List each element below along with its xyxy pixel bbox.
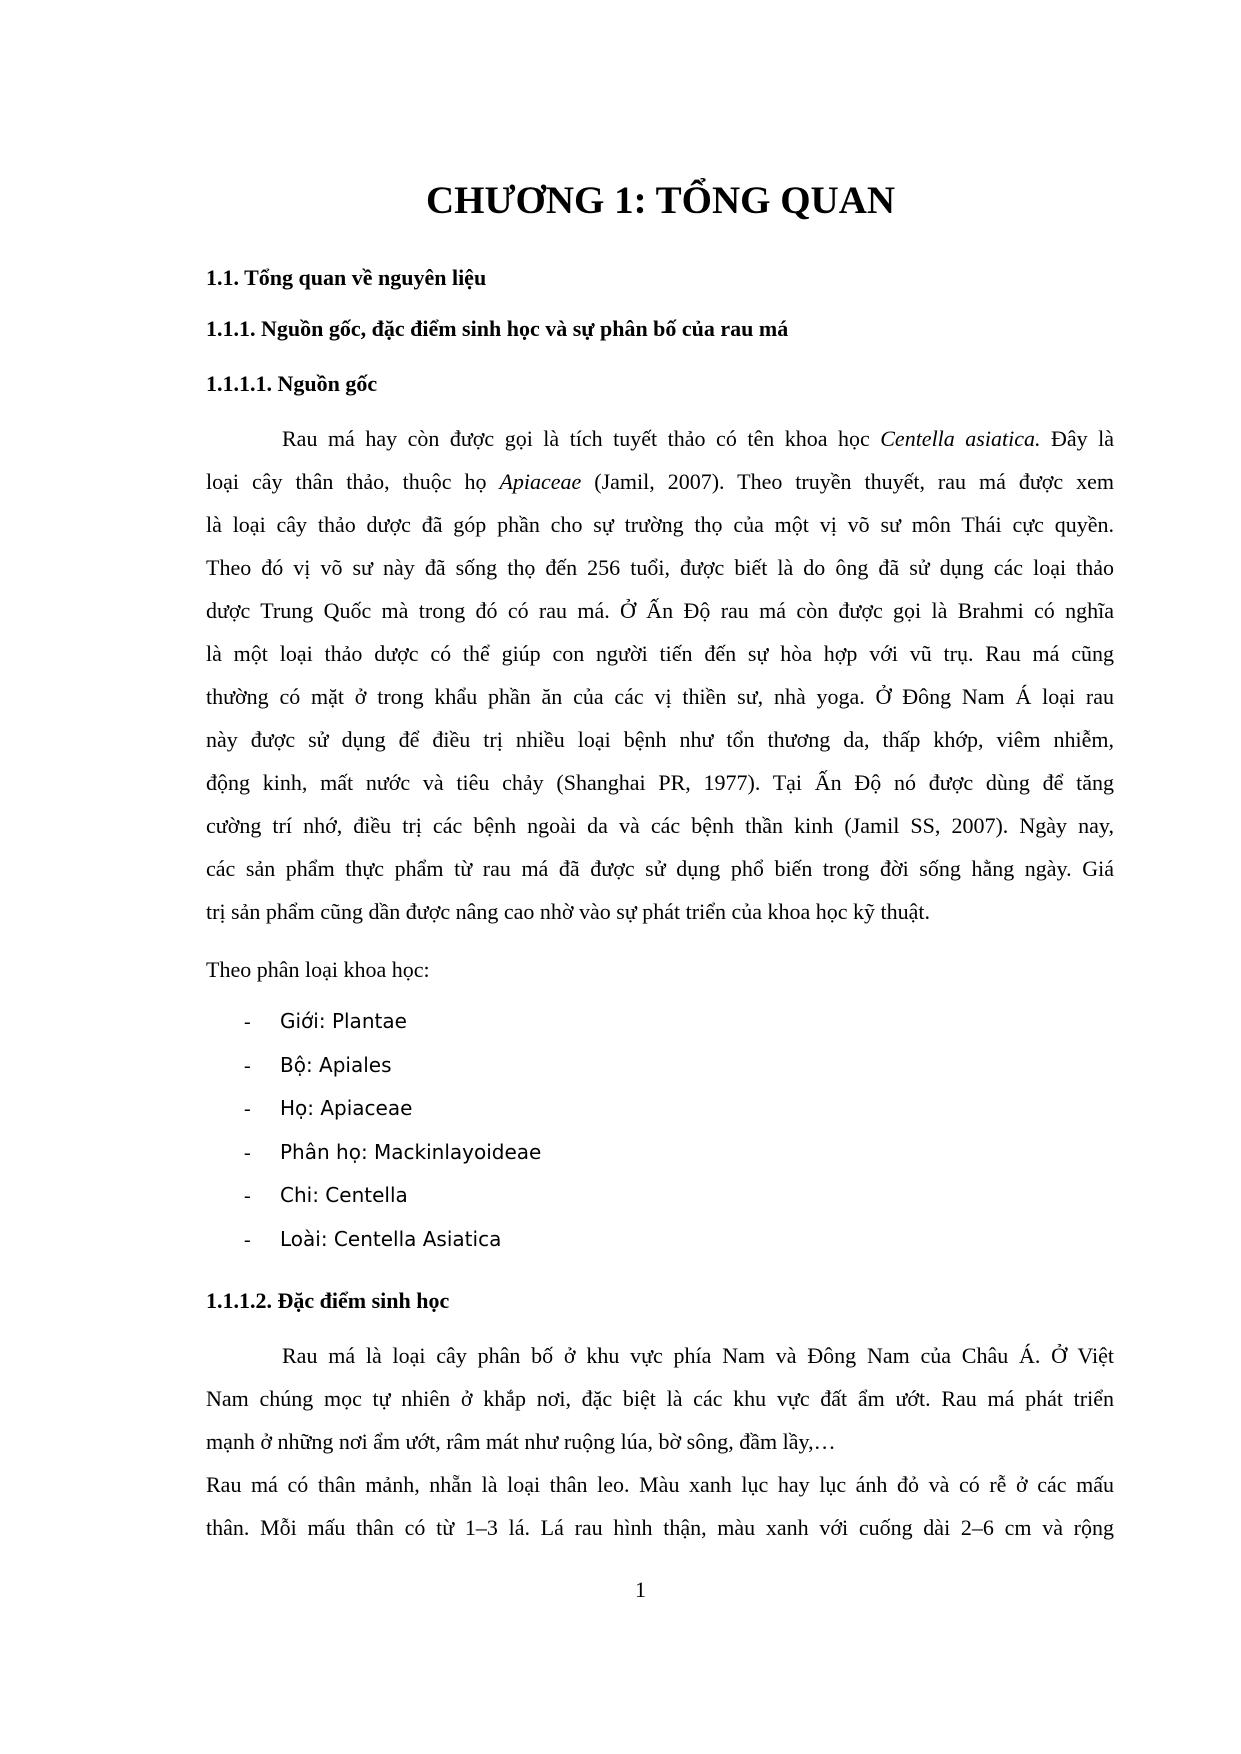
paragraph-line: Rau má là loại cây phân bố ở khu vực phía Nam và Đông Nam của Châu Á. Ở Việt bbox=[282, 1343, 1114, 1368]
paragraph-line: động kinh, mất nước và tiêu chảy (Shanghai PR, 1977). Tại Ấn Độ nó được dùng để tăng bbox=[206, 770, 1114, 795]
paragraph-line: trị sản phẩm cũng dần được nâng cao nhờ vào sự phát triển của khoa học kỹ thuật. bbox=[206, 899, 931, 924]
section-heading-1-1-1: 1.1.1. Nguồn gốc, đặc điểm sinh học và sự phân bố của rau má bbox=[206, 316, 789, 341]
paragraph-line: Nam chúng mọc tự nhiên ở khắp nơi, đặc biệt là các khu vực đất ẩm ướt. Rau má phát triển bbox=[206, 1386, 1114, 1411]
paragraph-line: dược Trung Quốc mà trong đó có rau má. Ở Ấn Độ rau má còn được gọi là Brahmi có nghĩa bbox=[206, 598, 1114, 623]
list-dash: - bbox=[244, 1054, 251, 1077]
list-dash: - bbox=[244, 1011, 251, 1033]
list-dash: - bbox=[244, 1185, 251, 1208]
taxonomy-list bbox=[206, 1006, 541, 1268]
list-item bbox=[206, 1006, 541, 1050]
text-span: (Jamil, 2007). Theo truyền thuyết, rau má được xem bbox=[581, 469, 1114, 494]
list-item bbox=[206, 1137, 541, 1181]
paragraph-biology bbox=[206, 1334, 1114, 1463]
list-dash: - bbox=[244, 1098, 251, 1121]
list-item-text: Họ: Apiaceae bbox=[280, 1096, 413, 1121]
taxonomy-intro: Theo phân loại khoa học: bbox=[206, 957, 430, 982]
section-heading-1-1: 1.1. Tổng quan về nguyên liệu bbox=[206, 265, 487, 290]
italic-text: Apiaceae bbox=[499, 469, 582, 494]
paragraph-line: các sản phẩm thực phẩm từ rau má đã được sử dụng phổ biến trong đời sống hằng ngày. Giá bbox=[206, 856, 1114, 881]
list-item bbox=[206, 1093, 541, 1137]
list-item-text: Loài: Centella Asiatica bbox=[280, 1226, 502, 1251]
paragraph-line: này được sử dụng để điều trị nhiều loại bệnh như tổn thương da, thấp khớp, viêm nhiễm, bbox=[206, 727, 1114, 752]
page-number: 1 bbox=[635, 1577, 646, 1602]
paragraph-line: thân. Mỗi mấu thân có từ 1–3 lá. Lá rau hình thận, màu xanh với cuống dài 2–6 cm và rộng bbox=[206, 1515, 1114, 1540]
section-heading-1-1-1-2: 1.1.1.2. Đặc điểm sinh học bbox=[206, 1288, 450, 1313]
list-item-text: Bộ: Apiales bbox=[280, 1052, 392, 1077]
chapter-title: CHƯƠNG 1: TỔNG QUAN bbox=[425, 179, 896, 222]
paragraph-origin bbox=[206, 417, 1114, 933]
paragraph-line: là loại cây thảo dược đã góp phần cho sự trường thọ của một vị võ sư môn Thái cực quyền. bbox=[206, 512, 1114, 537]
section-heading-1-1-1-1: 1.1.1.1. Nguồn gốc bbox=[206, 371, 378, 396]
text-span: loại cây thân thảo, thuộc họ bbox=[206, 469, 500, 494]
text-span: Rau má hay còn được gọi là tích tuyết thảo có tên khoa học bbox=[282, 426, 881, 451]
list-dash: - bbox=[244, 1141, 251, 1164]
list-item bbox=[206, 1224, 541, 1268]
paragraph-line bbox=[206, 417, 1114, 460]
paragraph-stem bbox=[206, 1463, 1114, 1549]
paragraph-line: mạnh ở những nơi ẩm ướt, râm mát như ruộng lúa, bờ sông, đầm lầy,… bbox=[206, 1429, 836, 1454]
paragraph-line bbox=[206, 460, 1114, 503]
list-item-text: Giới: Plantae bbox=[280, 1009, 407, 1033]
list-item-text: Phân họ: Mackinlayoideae bbox=[280, 1139, 542, 1164]
list-item bbox=[206, 1180, 541, 1224]
paragraph-line: thường có mặt ở trong khẩu phần ăn của các vị thiền sư, nhà yoga. Ở Đông Nam Á loại rau bbox=[206, 684, 1114, 709]
paragraph-line: Theo đó vị võ sư này đã sống thọ đến 256 tuổi, được biết là do ông đã sử dụng các loại thảo bbox=[206, 555, 1114, 580]
list-item bbox=[206, 1050, 541, 1094]
list-item-text: Chi: Centella bbox=[280, 1183, 408, 1208]
list-dash: - bbox=[244, 1228, 251, 1251]
paragraph-line: Rau má có thân mảnh, nhẵn là loại thân leo. Màu xanh lục hay lục ánh đỏ và có rễ ở các mấu bbox=[206, 1472, 1114, 1497]
text-span: Đây là bbox=[1040, 426, 1115, 451]
paragraph-line: là một loại thảo dược có thể giúp con người tiến đến sự hòa hợp với vũ trụ. Rau má cũng bbox=[206, 641, 1114, 666]
paragraph-line: cường trí nhớ, điều trị các bệnh ngoài da và các bệnh thần kinh (Jamil SS, 2007). Ngày nay, bbox=[206, 813, 1114, 838]
italic-text: Centella asiatica. bbox=[880, 426, 1041, 451]
